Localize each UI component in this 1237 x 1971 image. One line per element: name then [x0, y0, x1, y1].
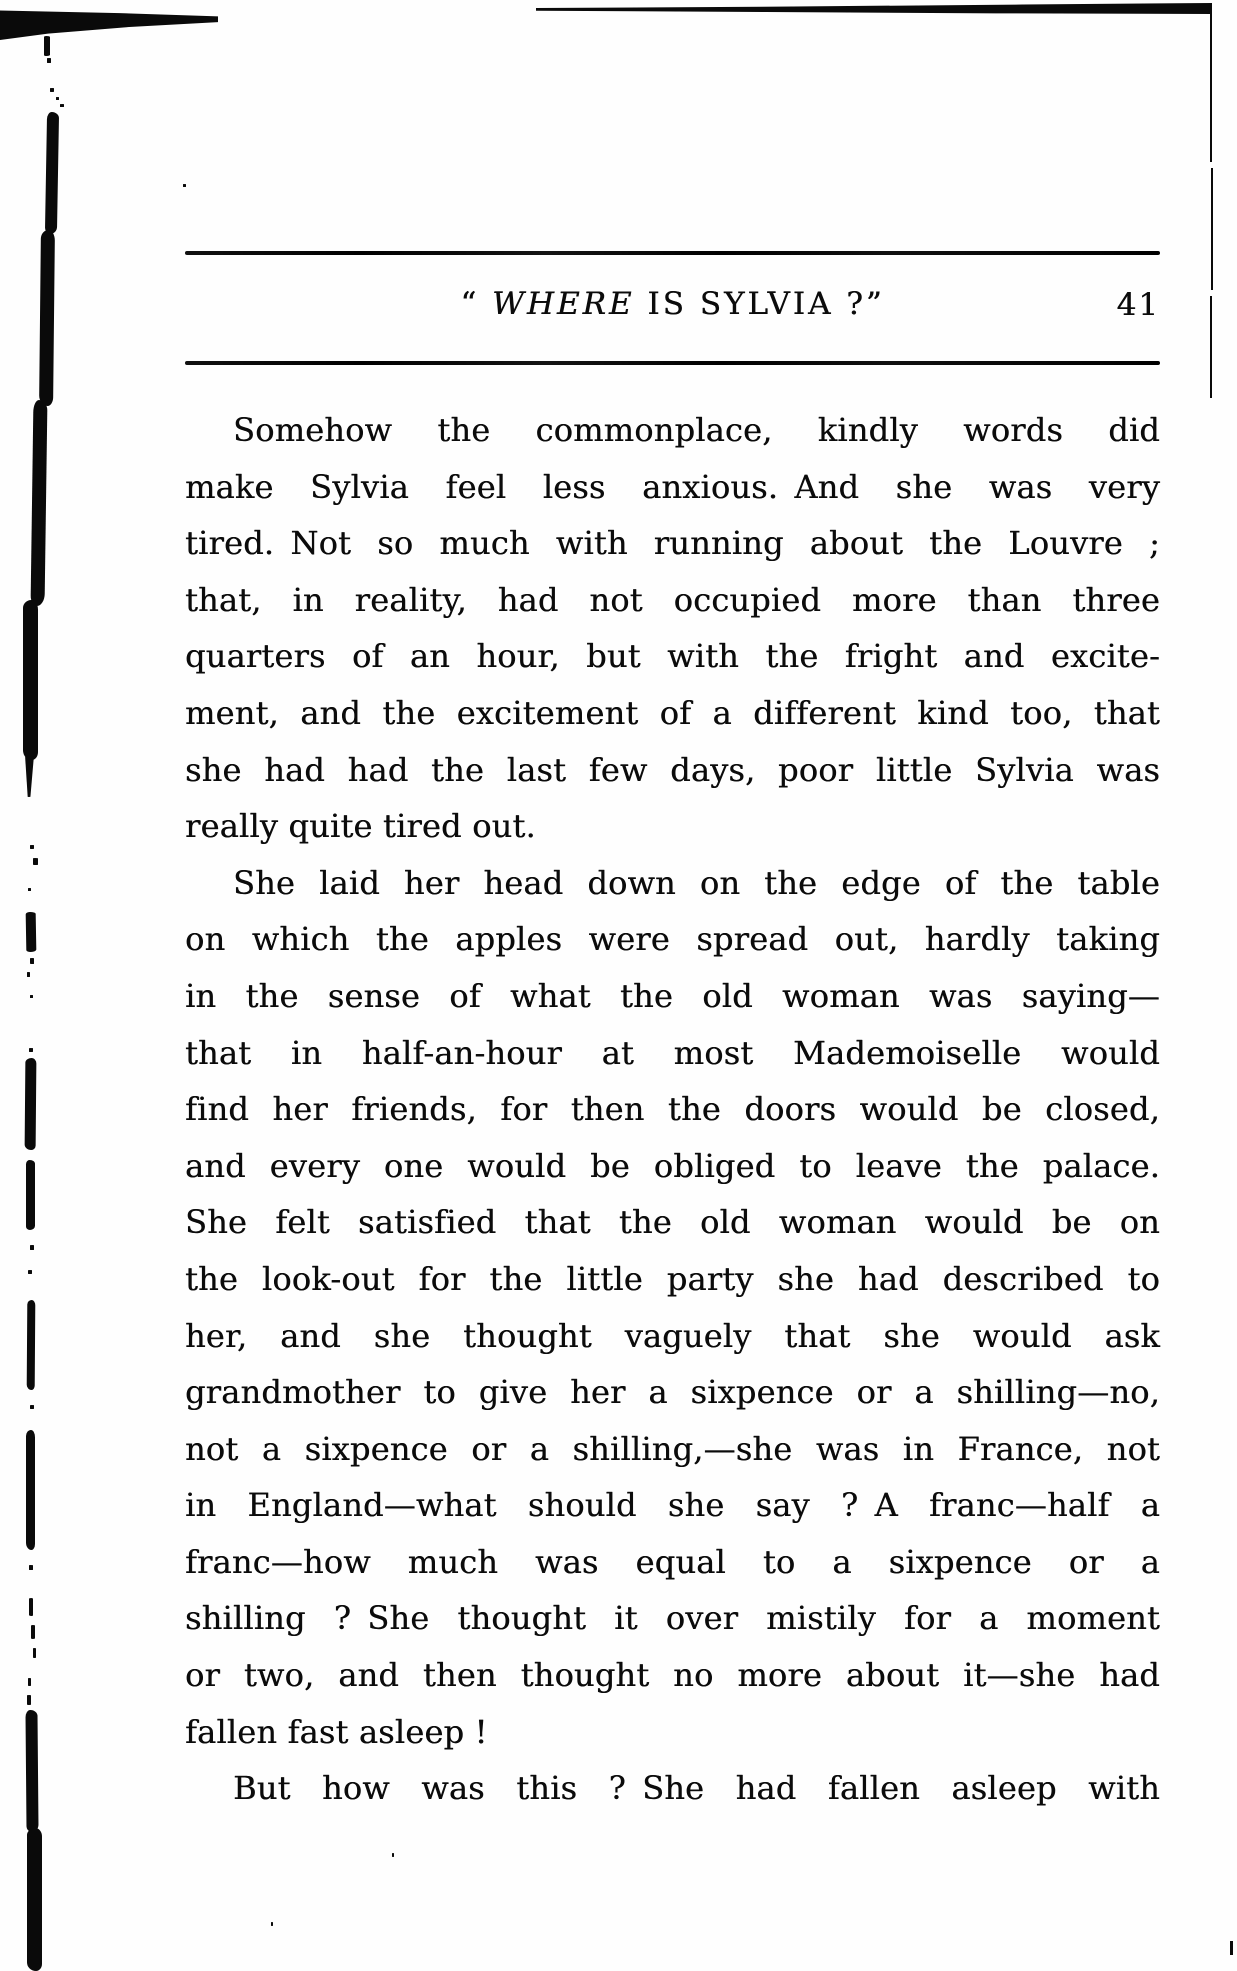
text-line: But how was this ? She had fallen asleep with [233, 1769, 1160, 1808]
scan-artifact-left-streak [26, 1160, 35, 1230]
text-line: She laid her head down on the edge of the table [233, 863, 1160, 902]
text-line: on which the apples were spread out, hardly taking [185, 920, 1160, 959]
text-line: the look-out for the little party she had described to [185, 1259, 1160, 1298]
chapter-title [185, 286, 1160, 322]
text-line: or two, and then thought no more about it—she had [185, 1656, 1160, 1695]
text-line: she had had the last few days, poor little Sylvia was [185, 750, 1160, 789]
scan-artifact-left-streak [28, 1270, 32, 1274]
scan-artifact-left-streak [26, 912, 37, 952]
chapter-title-italic: WHERE [492, 286, 635, 322]
text-line: tired. Not so much with running about the Louvre ; [185, 524, 1160, 563]
page-number: 41 [1116, 287, 1160, 323]
text-line: franc—how much was equal to a sixpence or a [185, 1542, 1160, 1581]
scan-artifact-right-edge-line [1210, 12, 1212, 162]
text-line: shilling ? She thought it over mistily for a moment [185, 1599, 1160, 1638]
scan-artifact-left-streak [39, 230, 55, 406]
scan-artifact-left-streak [29, 1048, 33, 1052]
text-line: make Sylvia feel less anxious. And she was very [185, 467, 1160, 506]
scan-artifact-left-streak [31, 1625, 35, 1639]
scan-artifact-left-streak [27, 972, 30, 977]
scan-artifact-right-edge-line [1211, 168, 1213, 290]
text-line: quarters of an hour, but with the fright and excite- [185, 637, 1160, 676]
scan-artifact-left-streak [56, 97, 59, 100]
scan-artifact-left-streak [33, 858, 38, 865]
scan-artifact-left-streak [45, 112, 59, 234]
scan-artifact-top-right-band [536, 3, 1212, 14]
text-line: that in half-an-hour at most Mademoiselle would [185, 1033, 1160, 1072]
scan-artifact-ink-dot [47, 58, 51, 63]
text-line: Somehow the commonplace, kindly words did [233, 411, 1160, 449]
text-line: really quite tired out. [185, 807, 536, 846]
scan-artifact-top-left-wedge [0, 8, 218, 40]
chapter-title-quote: “ [460, 286, 493, 322]
text-line: in England—what should she say ? A franc—half a [185, 1486, 1160, 1525]
scan-artifact-left-streak [30, 995, 33, 998]
scan-artifact-ink-drip [44, 36, 50, 56]
text-line: find her friends, for then the doors would be closed, [185, 1090, 1160, 1129]
scan-artifact-left-streak [31, 400, 48, 606]
scan-artifact-left-streak [30, 958, 34, 964]
header-rule-top [185, 251, 1160, 255]
scan-artifact-left-streak [28, 888, 31, 891]
scan-artifact-left-streak [30, 1405, 34, 1409]
scan-artifact-right-edge-line [1210, 296, 1212, 398]
text-line: ment, and the excitement of a different kind too, that [185, 693, 1160, 732]
scan-artifact-speck [183, 184, 186, 187]
scan-artifact-bottom-right-tick [1230, 1941, 1233, 1955]
text-line: grandmother to give her a sixpence or a shilling—no, [185, 1373, 1160, 1412]
scan-artifact-left-streak [25, 1058, 37, 1150]
text-line: that, in reality, had not occupied more than three [185, 580, 1160, 619]
header-rule-bottom [185, 361, 1160, 365]
scan-artifact-left-streak [29, 1598, 33, 1616]
text-line: in the sense of what the old woman was saying— [185, 976, 1160, 1015]
scan-artifact-left-streak [27, 1828, 42, 1971]
scan-artifact-left-streak [25, 755, 34, 797]
scan-artifact-left-streak [29, 1565, 33, 1570]
text-line: and every one would be obliged to leave the palace. [185, 1146, 1160, 1185]
scan-artifact-speck [271, 1922, 273, 1926]
text-line: fallen fast asleep ! [185, 1712, 488, 1751]
scan-artifact-speck [392, 1853, 394, 1857]
scan-artifact-left-streak [27, 1300, 36, 1390]
text-line: her, and she thought vaguely that she would ask [185, 1316, 1160, 1355]
scan-artifact-left-streak [25, 1710, 38, 1832]
scan-artifact-left-streak [30, 1245, 34, 1250]
running-header [185, 286, 1160, 338]
scan-artifact-left-streak [26, 1430, 35, 1550]
scan-artifact-left-streak [30, 845, 34, 849]
scan-artifact-left-streak [27, 1695, 31, 1705]
scan-artifact-left-streak [28, 1678, 31, 1686]
page-body [185, 402, 1160, 1817]
scan-artifact-left-streak [23, 600, 38, 760]
text-line: not a sixpence or a shilling,—she was in France, not [185, 1429, 1160, 1468]
chapter-title-rest: IS SYLVIA ?” [634, 286, 885, 322]
scan-artifact-left-streak [50, 88, 54, 92]
text-line: She felt satisfied that the old woman would be on [185, 1203, 1160, 1242]
scan-artifact-left-streak [60, 104, 64, 107]
scan-artifact-left-streak [33, 1648, 36, 1658]
